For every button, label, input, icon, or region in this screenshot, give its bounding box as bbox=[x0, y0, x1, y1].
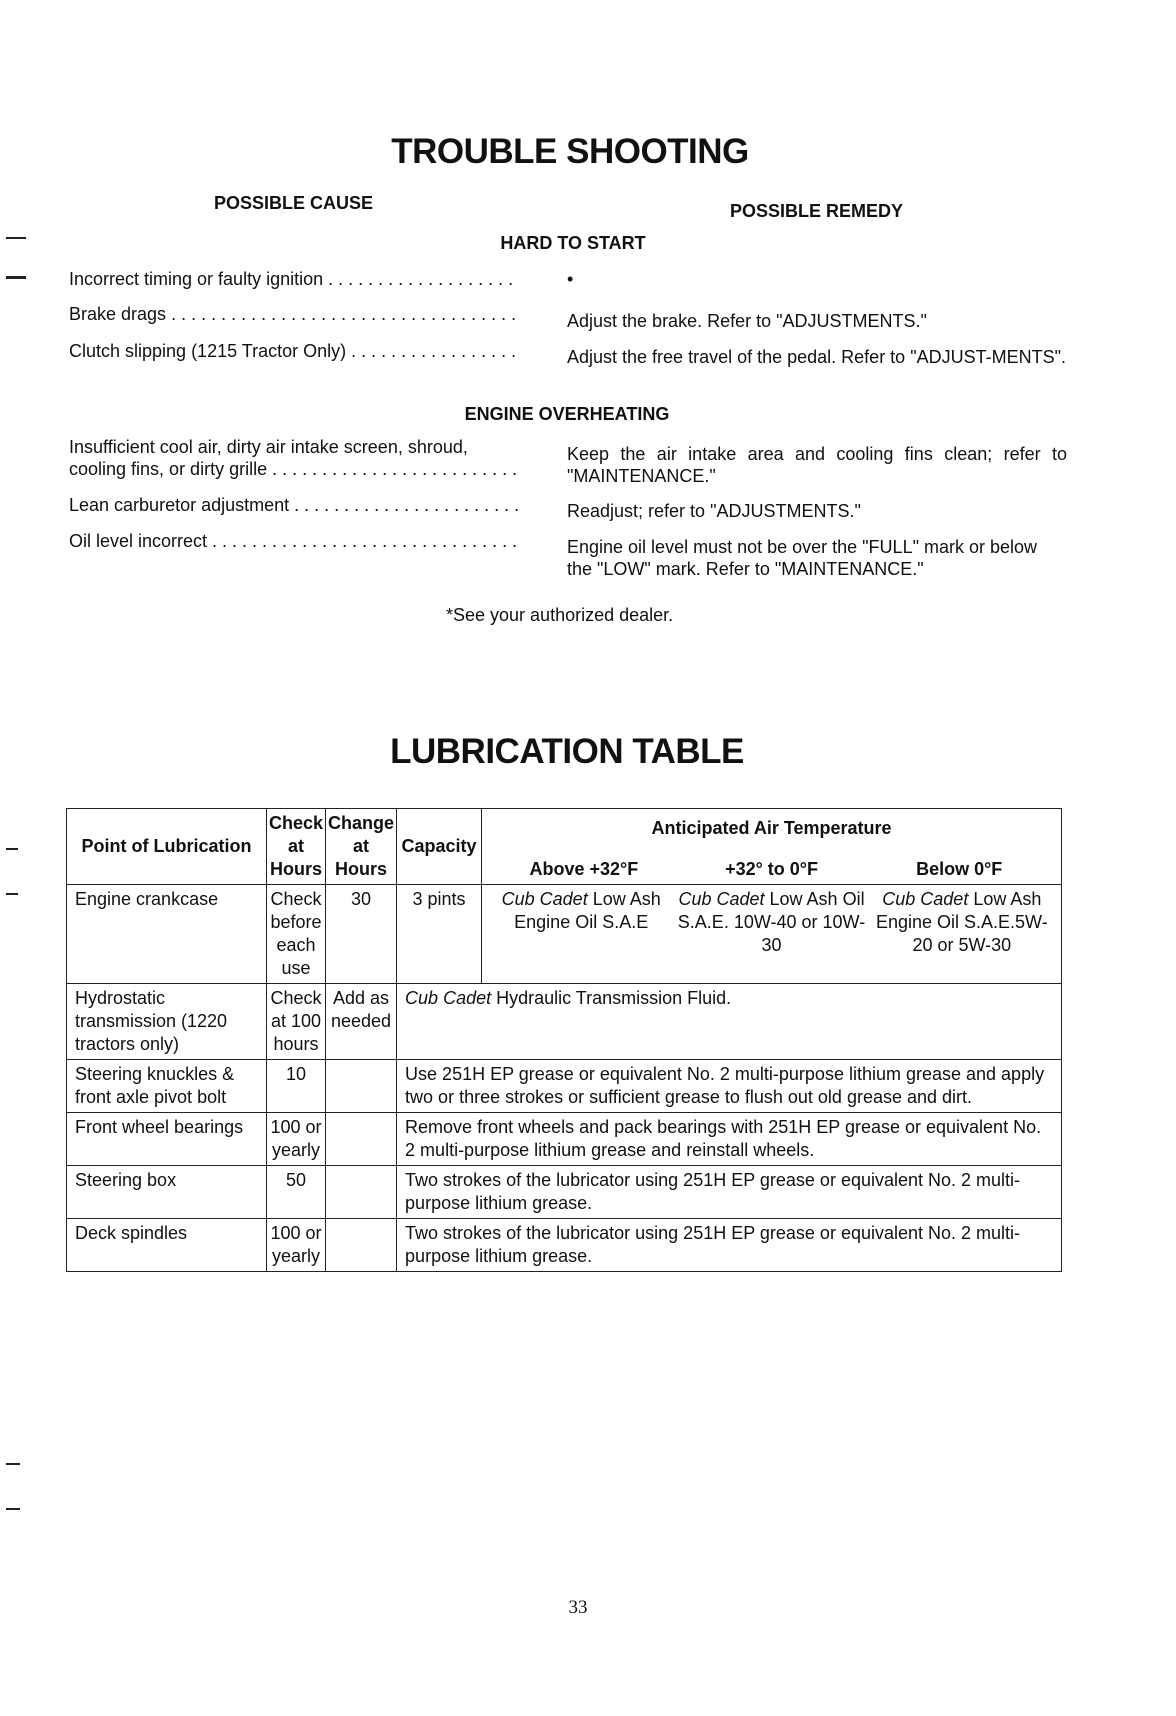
temp-value: Cub Cadet Low Ash Engine Oil S.A.E.5W-20 or 5W-30 bbox=[875, 889, 1048, 955]
header-check: Check at Hours bbox=[267, 809, 326, 885]
temp-value: Cub Cadet Low Ash Engine Oil S.A.E bbox=[501, 889, 661, 932]
lubrication-table bbox=[66, 808, 1062, 1272]
table-row bbox=[67, 984, 1062, 1060]
cell-point: Engine crankcase bbox=[67, 885, 267, 984]
remedy-text: Adjust the brake. Refer to "ADJUSTMENTS." bbox=[567, 311, 927, 331]
cause-text: cooling fins, or dirty grille . . . bbox=[69, 458, 519, 480]
cell-description: Use 251H EP grease or equivalent No. 2 multi-purpose lithium grease and apply two or three strokes or sufficient grease to flush out old grease and dirt. bbox=[397, 1060, 1062, 1113]
remedy-text: • bbox=[567, 269, 574, 289]
cell-temperatures bbox=[482, 885, 1062, 984]
cell-point: Hydrostatic transmission (1220 tractors only) bbox=[67, 984, 267, 1060]
table-header-row bbox=[67, 809, 1062, 844]
cell-point: Deck spindles bbox=[67, 1219, 267, 1272]
trouble-title: TROUBLE SHOOTING bbox=[391, 132, 749, 171]
cell-check: Check before each use bbox=[267, 885, 326, 984]
cell-check: 50 bbox=[267, 1166, 326, 1219]
header-temperature: Anticipated Air Temperature bbox=[482, 809, 1062, 844]
margin-mark bbox=[6, 1508, 20, 1510]
cell-change bbox=[326, 1113, 397, 1166]
header-point: Point of Lubrication bbox=[67, 809, 267, 885]
cell-point: Steering knuckles & front axle pivot bolt bbox=[67, 1060, 267, 1113]
temp-col-header: Below 0°F bbox=[916, 858, 1003, 879]
header-temp-columns bbox=[482, 843, 1062, 884]
remedy-text: Readjust; refer to "ADJUSTMENTS." bbox=[567, 501, 861, 521]
lubrication-title: LUBRICATION TABLE bbox=[390, 732, 744, 771]
cause-text: Incorrect timing or faulty ignition . . . bbox=[69, 268, 519, 290]
cell-change: 30 bbox=[326, 885, 397, 984]
cause-text: Clutch slipping (1215 Tractor Only) . . . bbox=[69, 340, 519, 362]
table-row bbox=[67, 1219, 1062, 1272]
cell-change bbox=[326, 1219, 397, 1272]
margin-mark bbox=[6, 893, 18, 895]
cell-description: Cub Cadet Hydraulic Transmission Fluid. bbox=[397, 984, 1062, 1060]
cell-change bbox=[326, 1166, 397, 1219]
margin-mark bbox=[6, 276, 26, 279]
cause-text: Oil level incorrect . . . bbox=[69, 530, 519, 552]
cell-description: Two strokes of the lubricator using 251H EP grease or equivalent No. 2 multi-purpose lithium grease. bbox=[397, 1166, 1062, 1219]
remedy-text: Adjust the free travel of the pedal. Refer to "ADJUST-MENTS". bbox=[567, 347, 1066, 367]
margin-mark bbox=[6, 1463, 20, 1465]
cell-change bbox=[326, 1060, 397, 1113]
cell-check: 100 or yearly bbox=[267, 1219, 326, 1272]
cause-header: POSSIBLE CAUSE bbox=[214, 193, 374, 213]
temp-col-header: Above +32°F bbox=[529, 858, 639, 879]
section-heading: ENGINE OVERHEATING bbox=[464, 404, 670, 424]
table-row bbox=[67, 1113, 1062, 1166]
cell-check: 10 bbox=[267, 1060, 326, 1113]
section-heading: HARD TO START bbox=[500, 233, 646, 253]
table-row bbox=[67, 1060, 1062, 1113]
cause-text: Insufficient cool air, dirty air intake screen, shroud, bbox=[69, 437, 468, 457]
remedy-header: POSSIBLE REMEDY bbox=[730, 201, 904, 221]
page-number: 33 bbox=[568, 1597, 588, 1618]
cell-check: 100 or yearly bbox=[267, 1113, 326, 1166]
margin-mark bbox=[6, 848, 18, 850]
header-capacity: Capacity bbox=[397, 809, 482, 885]
cell-point: Steering box bbox=[67, 1166, 267, 1219]
cell-capacity: 3 pints bbox=[397, 885, 482, 984]
cause-text: Lean carburetor adjustment . . . bbox=[69, 494, 519, 516]
cause-text: Brake drags . . . bbox=[69, 303, 519, 325]
cell-description: Remove front wheels and pack bearings with 251H EP grease or equivalent No. 2 multi-purpose lithium grease and reinstall wheels. bbox=[397, 1113, 1062, 1166]
temp-col-header: +32° to 0°F bbox=[725, 858, 818, 879]
cell-change: Add as needed bbox=[326, 984, 397, 1060]
remedy-text: Engine oil level must not be over the "FULL" mark or below the "LOW" mark. Refer to "MAINTENANCE." bbox=[567, 537, 1038, 579]
footnote: *See your authorized dealer. bbox=[446, 605, 674, 625]
header-change: Change at Hours bbox=[326, 809, 397, 885]
table-row bbox=[67, 885, 1062, 984]
cell-description: Two strokes of the lubricator using 251H EP grease or equivalent No. 2 multi-purpose lithium grease. bbox=[397, 1219, 1062, 1272]
temp-value: Cub Cadet Low Ash Oil S.A.E. 10W-40 or 10W-30 bbox=[677, 889, 866, 955]
remedy-text: Keep the air intake area and cooling fins clean; refer to "MAINTENANCE." bbox=[567, 444, 1067, 486]
table-row bbox=[67, 1166, 1062, 1219]
cell-point: Front wheel bearings bbox=[67, 1113, 267, 1166]
cell-check: Check at 100 hours bbox=[267, 984, 326, 1060]
